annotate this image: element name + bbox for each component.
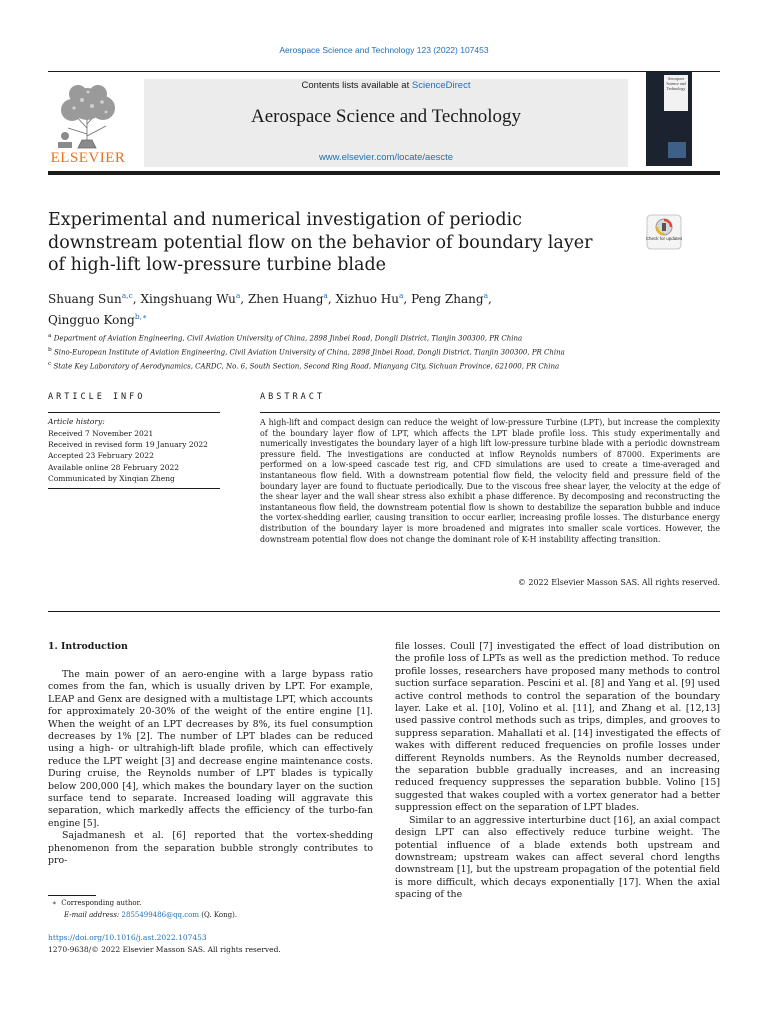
affiliation-label: c xyxy=(48,360,52,367)
affiliation-marker[interactable]: b,∗ xyxy=(134,312,148,321)
journal-homepage-link[interactable]: www.elsevier.com/locate/aescte xyxy=(318,152,454,163)
abstract-rule xyxy=(260,412,720,413)
issn-copyright: 1270-9638/© 2022 Elsevier Masson SAS. All rights reserved. xyxy=(48,945,281,954)
article-title: Experimental and numerical investigation of periodic downstream potential flow on the behavior of boundary layer of high-lift low-pressure turbine blade xyxy=(48,210,593,275)
affiliation-marker[interactable]: a xyxy=(483,291,489,300)
elsevier-wordmark: ELSEVIER xyxy=(50,150,126,166)
body-column-right xyxy=(395,641,720,902)
author-name[interactable]: Xizhuo Hu xyxy=(335,292,399,306)
author-name[interactable]: Peng Zhang xyxy=(411,292,484,306)
email-label: E-mail address: xyxy=(64,911,120,919)
corresponding-author-note xyxy=(52,899,141,907)
author-name[interactable]: Qingguo Kong xyxy=(48,313,135,327)
history-item: Accepted 23 February 2022 xyxy=(48,451,154,461)
affiliation-label: b xyxy=(48,346,52,353)
body-paragraph: The main power of an aero-engine with a large bypass ratio comes from the fan, which is usually driven by LPT. For example, LEAP and Genx are designed with a multistage LPT, which accounts for approximately 20-30% of the weight of the entire engine [1]. When the weight of an LPT decreases by 8%, its fuel consumption decreases by 1% [2]. The number of LPT blades can be reduced using a high- or ultrahigh-lift blade profile, which can effectively reduce the LPT weight [3] and decrease engine maintenance costs. During cruise, the Reynolds number of LPT blades is typically below 200,000 [4], which makes the boundary layer on the suction surface tend to separate. Increased loading will aggravate this separation, which markedly affects the efficiency of the turbo-fan engine [5]. xyxy=(48,669,373,829)
abstract-copyright: © 2022 Elsevier Masson SAS. All rights reserved. xyxy=(517,578,720,587)
affiliation-line xyxy=(48,359,728,373)
abstract-bottom-rule xyxy=(48,611,720,612)
author-name[interactable]: Shuang Sun xyxy=(48,292,122,306)
history-item: Communicated by Xinqian Zheng xyxy=(48,473,175,483)
body-column-left xyxy=(48,669,373,868)
email-note xyxy=(64,911,237,919)
article-info-rule xyxy=(48,412,220,413)
cover-image xyxy=(668,142,686,158)
header-thick-rule xyxy=(48,171,720,175)
journal-citation[interactable]: Aerospace Science and Technology 123 (2022) 107453 xyxy=(279,45,489,55)
affiliation-marker[interactable]: a xyxy=(398,291,404,300)
email-suffix: (Q. Kong). xyxy=(201,911,238,919)
corresponding-mark: ∗ xyxy=(52,899,57,907)
history-item: Available online 28 February 2022 xyxy=(48,462,180,472)
body-paragraph: Similar to an aggressive interturbine duct [16], an axial compact design LPT can also effectively reduce turbine weight. The potential influence of a blade extends both upstream and downstream; upstream wakes can affect several chord lengths downstream [1], but the upstream propagation of the potential field is more difficult, which decays exponentially [17]. When the axial spacing of the xyxy=(395,814,720,901)
article-history-heading: Article history: xyxy=(48,417,105,426)
sciencedirect-link[interactable]: ScienceDirect xyxy=(411,80,471,91)
abstract-heading: ABSTRACT xyxy=(260,392,325,402)
journal-title: Aerospace Science and Technology xyxy=(250,106,522,127)
author-name[interactable]: Zhen Huang xyxy=(247,292,324,306)
footnote-rule xyxy=(48,895,96,896)
body-paragraph: Sajadmanesh et al. [6] reported that the vortex-shedding phenomenon from the separation bubble strongly contributes to pro- xyxy=(48,830,373,867)
article-history xyxy=(48,428,208,484)
doi-link[interactable]: https://doi.org/10.1016/j.ast.2022.107453 xyxy=(48,933,207,942)
journal-cover-thumbnail[interactable] xyxy=(646,72,692,166)
article-info-heading: ARTICLE INFO xyxy=(48,392,146,402)
header-rule xyxy=(48,71,720,72)
affiliation-line xyxy=(48,345,728,359)
history-item: Received 7 November 2021 xyxy=(48,429,154,438)
section-heading-introduction: 1. Introduction xyxy=(48,641,128,652)
contents-prefix: Contents lists available at xyxy=(301,80,412,91)
affiliation-text: State Key Laboratory of Aerodynamics, CARDC, No. 6, South Section, Second Ring Road, Mianyang City, Sichuan Province, 621000, PR China xyxy=(53,361,560,370)
check-for-updates-icon[interactable] xyxy=(646,214,682,250)
affiliation-label: a xyxy=(48,333,52,339)
author-list: Shuang Sun$^{a,c}$, Xingshuang Wu$^a$, Zhen Huang$^a$, Xizhuo Hu$^a$, Peng Zhang$^a$, Qingguo Kong$^{b,∗}$ xyxy=(48,291,492,327)
affiliation-text: Department of Aviation Engineering, Civil Aviation University of China, 2898 Jinbei Road, Dongli District, Tianjin 300300, PR China xyxy=(53,334,523,343)
affiliation-marker[interactable]: a xyxy=(235,291,241,300)
history-item: Received in revised form 19 January 2022 xyxy=(48,440,208,450)
affiliation-marker[interactable]: a xyxy=(323,291,328,300)
affiliation-text: Sino-European Institute of Aviation Engineering, Civil Aviation University of China, 2898 Jinbei Road, Dongli District, Tianjin 300300, PR China xyxy=(53,348,565,357)
email-link[interactable]: 2855499486@qq.com xyxy=(121,911,200,919)
check-for-updates-label[interactable]: Check for updates xyxy=(645,236,683,241)
affiliations xyxy=(48,331,728,372)
affiliation-marker[interactable]: a,c xyxy=(121,291,133,300)
article-history-rule xyxy=(48,488,220,489)
body-paragraph: file losses. Coull [7] investigated the effect of load distribution on the profile loss of LPTs as well as the prediction method. To reduce profile losses, researchers have proposed many methods to control suction surface separation. Pescini et al. [8] and Yang et al. [9] used active control methods to control the separation of the boundary layer. Lake et al. [10], Volino et al. [11], and Zhang et al. [12,13] used passive control methods such as trips, dimples, and grooves to suppress separation. Mahallati et al. [14] investigated the effects of wakes with different reduced frequencies on profile losses under different Reynolds numbers. As the Reynolds number decreased, the separation bubble gradually increases, and an increasing reduced frequency suppresses the separation bubble. Volino [15] suggested that wakes coupled with a vortex generator had a better suppression effect on the separation of LPT blades. xyxy=(395,641,720,814)
abstract-text: A high-lift and compact design can reduce the weight of low-pressure Turbine (LPT), but increase the complexity of the boundary layer flow of LPT, which affects the LPT blade profile loss. This study experimentally and numerically investigates the boundary layer of a high lift low-pressure turbine blade with a periodic downstream pressure field. The investigations are conducted at inflow Reynolds numbers of 87000. Experiments are performed on a low-speed cascade test rig, and CFD simulations are used to create a time-averaged and instantaneous flow field. With a downstream potential flow field, the velocity field and pressure field of the boundary layer are found to fluctuate periodically. Due to the viscous free shear layer, the velocity at the edge of the shear layer and the wall shear stress also exhibit a phase difference. By decomposing and reconstructing the instantaneous flow field, the downstream potential flow is shown to destabilize the separation bubble and induce the vortex-shedding earlier, causing transition to occur earlier, increasing profile losses. The disturbance energy distribution of the boundary layer is more broadened and migrates into smaller scale vortices. However, the downstream potential flow does not change the dominant role of K-H instability affecting transition. xyxy=(260,418,720,544)
corresponding-label: Corresponding author. xyxy=(61,899,142,907)
affiliation-line xyxy=(48,331,728,345)
contents-line xyxy=(144,80,628,91)
cover-title: Aerospace Science and Technology xyxy=(666,76,686,91)
author-name[interactable]: Xingshuang Wu xyxy=(140,292,236,306)
